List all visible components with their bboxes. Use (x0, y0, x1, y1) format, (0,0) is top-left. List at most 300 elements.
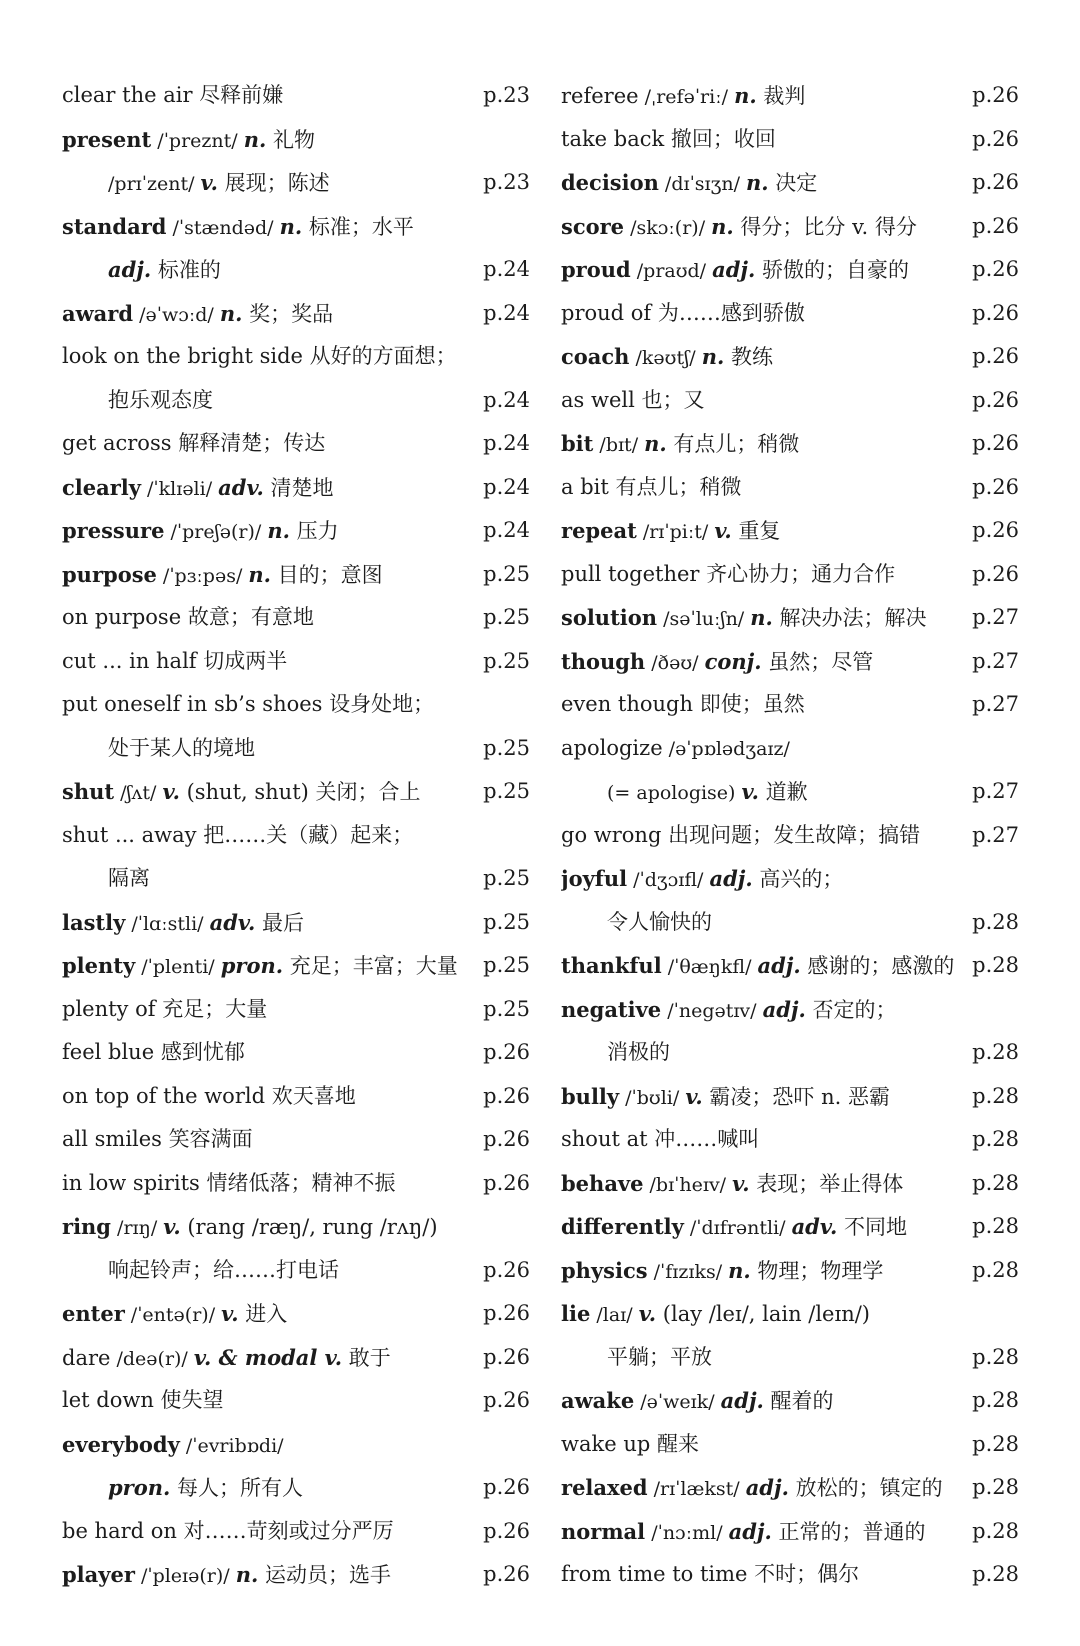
headword: proud (561, 257, 631, 282)
entry-text (62, 1466, 530, 1510)
entry-text (561, 161, 1019, 205)
phonetic: /ˈnɔːml/ (645, 1521, 729, 1544)
phonetic: /ˈdʒɔɪfl/ (627, 869, 710, 891)
vocab-entry-line (62, 379, 530, 423)
definition: 尽释前嫌 (192, 83, 284, 107)
headword: even though (561, 692, 694, 716)
page-reference: p.26 (972, 344, 1019, 368)
entry-text (62, 683, 530, 727)
definition: 放松的；镇定的 (788, 1476, 943, 1500)
page-reference: p.25 (483, 735, 530, 760)
definition: (rang /ræŋ/, rung /rʌŋ/) (180, 1215, 438, 1239)
phonetic: /ˌrefəˈriː/ (638, 86, 735, 108)
entry-text (62, 292, 530, 336)
headword: enter (62, 1301, 125, 1326)
phonetic: /skɔː(r)/ (624, 216, 712, 239)
page-reference: p.26 (483, 1301, 530, 1325)
headword: feel blue (62, 1040, 155, 1064)
vocab-entry-line (62, 988, 530, 1032)
page-reference: p.24 (483, 257, 530, 281)
definition: 消极的 (607, 1040, 670, 1064)
vocab-entry-line (62, 1075, 530, 1119)
definition: 充足；丰富；大量 (283, 954, 458, 978)
headword: take back (561, 126, 665, 151)
phonetic: /ˈdɪfrəntli/ (683, 1217, 792, 1239)
page-reference: p.28 (972, 1127, 1019, 1151)
definition: (shut, shut) 关闭；合上 (179, 780, 421, 804)
page-reference: p.27 (972, 822, 1019, 847)
entry-text (62, 640, 530, 684)
headword: bully (561, 1083, 620, 1109)
entry-text (561, 292, 1019, 336)
vocab-entry-line (561, 74, 1019, 118)
headword: go wrong (561, 822, 662, 847)
vocab-entry-line (561, 857, 1019, 901)
entry-text (62, 1118, 530, 1162)
headword: negative (561, 996, 662, 1022)
entry-text (62, 1249, 530, 1293)
page-reference: p.28 (972, 953, 1019, 977)
definition: 清楚地 (263, 475, 334, 500)
definition: 奖；奖品 (242, 301, 334, 326)
page-reference: p.27 (972, 692, 1019, 716)
page-reference: p.25 (483, 561, 530, 586)
definition: 撤回；收回 (664, 126, 776, 151)
entry-text (561, 74, 1019, 118)
part-of-speech: n. (235, 1562, 259, 1587)
definition: 充足；大量 (155, 996, 268, 1021)
part-of-speech: v. (741, 779, 759, 804)
vocab-entry-line (561, 1162, 1019, 1206)
definition: (lay /leɪ/, lain /leɪn/) (656, 1302, 870, 1326)
headword: on purpose (62, 605, 182, 629)
entry-text (62, 1336, 530, 1380)
vocab-entry-line (561, 814, 1019, 858)
part-of-speech: adv. (209, 909, 256, 935)
vocab-entry-line (62, 683, 530, 727)
page-reference: p.25 (483, 779, 530, 803)
entry-text (62, 1162, 530, 1206)
page-reference: p.27 (972, 605, 1019, 629)
phonetic: /səˈluːʃn/ (657, 608, 751, 630)
phonetic: /ˈpreʃə(r)/ (164, 521, 268, 543)
page-reference: p.24 (483, 431, 530, 455)
vocab-entry-line (561, 640, 1019, 684)
page-reference: p.24 (483, 518, 530, 542)
page-reference: p.25 (483, 909, 530, 934)
headword: lie (561, 1301, 591, 1326)
phonetic: /deə(r)/ (110, 1347, 194, 1370)
headword: player (62, 1562, 135, 1587)
headword: coach (561, 344, 630, 369)
page-reference: p.26 (483, 1170, 530, 1195)
definition: 使失望 (153, 1388, 224, 1412)
entry-text (62, 422, 530, 466)
entry-text (561, 1292, 1019, 1336)
page-reference: p.24 (483, 387, 530, 412)
part-of-speech: v. (685, 1083, 703, 1109)
part-of-speech: adj. (712, 257, 756, 282)
headword: all smiles (62, 1127, 162, 1151)
vocab-entry-line (62, 901, 530, 945)
entry-text (62, 814, 530, 858)
vocab-entry-line (62, 770, 530, 814)
page-reference: p.28 (972, 1170, 1019, 1195)
definition: 不时；偶尔 (747, 1562, 860, 1586)
vocab-entry-line (561, 1553, 1019, 1597)
definition: 重复 (731, 519, 781, 543)
definition: 教练 (724, 345, 773, 369)
definition: 骄傲的；自豪的 (755, 258, 910, 282)
vocab-entry-line (62, 1031, 530, 1075)
entry-text (561, 770, 1019, 814)
entry-text (561, 248, 1019, 292)
definition: 礼物 (266, 127, 316, 152)
vocab-entry-line (62, 1336, 530, 1380)
part-of-speech: adj. (720, 1388, 764, 1413)
vocab-entry-line (62, 944, 530, 988)
headword: proud of (561, 300, 652, 325)
entry-text (62, 379, 530, 423)
definition: 笑容满面 (161, 1127, 253, 1151)
phonetic: /praʊd/ (630, 260, 713, 282)
vocab-entry-line (561, 683, 1019, 727)
page-reference: p.25 (483, 648, 530, 673)
definition: 齐心协力；通力合作 (699, 561, 896, 586)
headword: score (561, 213, 625, 239)
definition: 故意；有意地 (181, 605, 314, 629)
entry-text (561, 1205, 1019, 1249)
part-of-speech: adv. (791, 1214, 838, 1239)
headword: relaxed (561, 1475, 648, 1500)
definition: 对……苛刻或过分严厉 (176, 1518, 394, 1543)
part-of-speech: pron. (108, 1475, 171, 1500)
vocab-entry-line (62, 161, 530, 205)
headword: in low spirits (62, 1170, 200, 1195)
phonetic: /ˈbʊli/ (619, 1086, 686, 1109)
page-reference: p.26 (483, 1127, 530, 1151)
vocab-entry-line (62, 509, 530, 553)
vocab-entry-line (561, 379, 1019, 423)
vocab-entry-line (62, 1249, 530, 1293)
headword: be hard on (62, 1518, 177, 1543)
headword: plenty of (62, 996, 156, 1021)
definition: 也；又 (634, 387, 705, 412)
headword: cut ... in half (62, 648, 197, 673)
definition: 每人；所有人 (170, 1476, 304, 1500)
part-of-speech: v. (162, 779, 180, 804)
headword: apologize (561, 735, 663, 760)
entry-text (62, 596, 530, 640)
phonetic: /ˈpleɪə(r)/ (134, 1565, 236, 1587)
entry-text (62, 988, 530, 1032)
page-reference: p.26 (483, 1518, 530, 1543)
page-reference: p.26 (483, 1040, 530, 1064)
vocab-entry-line (561, 770, 1019, 814)
page-reference: p.26 (483, 1388, 530, 1412)
definition: 不同地 (837, 1215, 907, 1239)
part-of-speech: adj. (728, 1518, 772, 1544)
page-reference: p.26 (483, 1257, 530, 1282)
headword: standard (62, 213, 167, 239)
entry-text (561, 1031, 1019, 1075)
entry-text (561, 1379, 1019, 1423)
page-reference: p.28 (972, 1518, 1019, 1543)
headword: as well (561, 387, 635, 412)
part-of-speech: n. (644, 431, 667, 456)
page-reference: p.26 (483, 1475, 530, 1499)
page-reference: p.25 (483, 996, 530, 1021)
page-reference: p.28 (972, 1388, 1019, 1412)
definition: 即使；虽然 (693, 692, 805, 716)
page-reference: p.23 (483, 83, 530, 107)
vocab-entry-line (62, 1510, 530, 1554)
part-of-speech: n. (728, 1257, 751, 1283)
headword: thankful (561, 953, 662, 978)
vocab-entry-line (561, 1336, 1019, 1380)
page-reference: p.26 (972, 126, 1019, 151)
vocab-entry-line (62, 1553, 530, 1597)
vocab-entry-line (561, 335, 1019, 379)
definition: 裁判 (756, 84, 806, 108)
vocab-entry-line (561, 1423, 1019, 1467)
vocab-entry-line (561, 1205, 1019, 1249)
entry-text (561, 1075, 1019, 1119)
definition: 有点儿；稍微 (608, 474, 742, 499)
headword: everybody (62, 1431, 180, 1457)
phonetic: /ˈlɑːstli/ (125, 912, 210, 935)
vocab-entry-line (561, 1249, 1019, 1293)
definition: 高兴的； (752, 867, 844, 891)
definition: 切成两半 (196, 648, 288, 673)
part-of-speech: v. (221, 1301, 239, 1326)
vocab-entry-line (62, 205, 530, 249)
headword: referee (561, 84, 639, 108)
vocab-entry-line (561, 727, 1019, 771)
definition: 有点儿；稍微 (666, 432, 800, 456)
definition: 得分；比分 v. 得分 (733, 214, 917, 239)
entry-text (561, 988, 1019, 1032)
entry-text (62, 727, 530, 771)
headword: normal (561, 1518, 646, 1544)
headword: bit (561, 431, 594, 456)
definition: 感谢的；感激的 (800, 954, 955, 978)
phonetic: (= apologise) (607, 782, 742, 804)
vocab-entry-line (561, 988, 1019, 1032)
vocab-entry-line (62, 1118, 530, 1162)
headword: clearly (62, 474, 141, 500)
definition: 从好的方面想； (302, 344, 457, 368)
page-reference: p.26 (483, 1083, 530, 1108)
vocab-entry-line (62, 74, 530, 118)
headword: wake up (561, 1431, 651, 1456)
page-reference: p.26 (972, 300, 1019, 325)
phonetic: /ˈstændəd/ (166, 216, 280, 239)
headword: pressure (62, 518, 165, 543)
definition: 平躺；平放 (607, 1344, 712, 1369)
entry-text (62, 466, 530, 510)
part-of-speech: pron. (220, 953, 284, 978)
vocab-entry-line (561, 901, 1019, 945)
vocab-entry-line (62, 118, 530, 162)
entry-text (561, 1510, 1019, 1554)
part-of-speech: n. (243, 126, 267, 152)
page-reference: p.23 (483, 170, 530, 194)
headword: plenty (62, 953, 136, 978)
headword: a bit (561, 474, 609, 499)
definition: 最后 (255, 910, 304, 935)
definition: 标准的 (151, 258, 221, 282)
phonetic: /rɪˈlækst/ (647, 1478, 746, 1500)
vocab-entry-line (62, 1423, 530, 1467)
headword: awake (561, 1388, 635, 1413)
page-reference: p.28 (972, 1431, 1019, 1456)
page-reference: p.26 (483, 1344, 530, 1369)
page-reference: p.28 (972, 1083, 1019, 1108)
phonetic: /ˈfɪzɪks/ (647, 1260, 729, 1283)
definition: 目的；意图 (270, 562, 383, 587)
headword: purpose (62, 561, 157, 587)
page-reference: p.26 (972, 518, 1019, 542)
entry-text (561, 727, 1019, 771)
entry-text (561, 335, 1019, 379)
entry-text (62, 1553, 530, 1597)
definition: 敢于 (342, 1345, 391, 1370)
page-reference: p.26 (483, 1562, 530, 1586)
definition: 决定 (768, 171, 818, 195)
definition: 抱乐观态度 (108, 387, 213, 412)
page-reference: p.26 (972, 213, 1019, 238)
definition: 把……关（藏）起来； (196, 822, 414, 847)
entry-text (62, 509, 530, 553)
definition: 标准；水平 (302, 214, 414, 239)
vocab-entry-line (561, 118, 1019, 162)
entry-text (62, 1292, 530, 1336)
phonetic: /ˈpreznt/ (151, 129, 244, 152)
definition: 隔离 (108, 866, 150, 890)
phonetic: /ˈθæŋkfl/ (661, 956, 758, 978)
page-reference: p.25 (483, 953, 530, 977)
entry-text (62, 770, 530, 814)
part-of-speech: n. (701, 344, 725, 369)
entry-text (561, 814, 1019, 858)
part-of-speech: v. (163, 1214, 181, 1239)
phonetic: /ˈnegətɪv/ (661, 999, 763, 1022)
entry-text (62, 74, 530, 118)
phonetic: /dɪˈsɪʒn/ (658, 173, 747, 195)
headword: shut ... away (62, 822, 197, 847)
part-of-speech: adv. (218, 474, 264, 500)
vocab-entry-line (561, 292, 1019, 336)
entry-text (561, 596, 1019, 640)
part-of-speech: n. (750, 605, 773, 630)
definition: 正常的；普通的 (771, 1519, 926, 1544)
entry-text (561, 553, 1019, 597)
entry-text (561, 857, 1019, 901)
headword: let down (62, 1388, 154, 1412)
part-of-speech: adj. (757, 953, 801, 978)
headword: shut (62, 779, 115, 804)
definition: 为……感到骄傲 (651, 300, 805, 325)
entry-text (62, 1379, 530, 1423)
headword: differently (561, 1214, 684, 1239)
page-reference: p.28 (972, 1344, 1019, 1369)
definition: 表现；举止得体 (749, 1171, 904, 1196)
definition: 冲……喊叫 (647, 1127, 760, 1151)
vocab-entry-line (561, 1292, 1019, 1336)
entry-text (62, 118, 530, 162)
part-of-speech: v. (638, 1301, 657, 1326)
vocab-entry-line (561, 161, 1019, 205)
vocab-entry-line (561, 553, 1019, 597)
entry-text (561, 1249, 1019, 1293)
definition: 解决办法；解决 (772, 606, 927, 630)
definition: 解释清楚；传达 (171, 431, 326, 455)
page-reference: p.28 (972, 1475, 1019, 1499)
entry-text (561, 118, 1019, 162)
definition: 醒着的 (763, 1389, 834, 1413)
vocab-entry-line (62, 1466, 530, 1510)
definition: 虽然；尽管 (761, 649, 874, 674)
vocab-entry-line (62, 1162, 530, 1206)
entry-text (561, 1118, 1019, 1162)
part-of-speech: conj. (704, 648, 762, 674)
page-reference: p.28 (972, 1040, 1019, 1064)
definition: 运动员；选手 (258, 1563, 392, 1587)
headword: dare (62, 1345, 111, 1370)
entry-text (62, 161, 530, 205)
definition: 物理；物理学 (750, 1258, 884, 1283)
headword: look on the bright side (62, 344, 303, 368)
vocab-entry-line (62, 466, 530, 510)
vocab-entry-line (561, 944, 1019, 988)
phonetic: /rɪˈpiːt/ (636, 521, 715, 543)
page-reference: p.26 (972, 387, 1019, 412)
headword: solution (561, 605, 658, 630)
phonetic: /bɪt/ (593, 434, 645, 456)
vocab-entry-line (561, 1379, 1019, 1423)
vocab-entry-line (62, 1205, 530, 1249)
entry-text (62, 553, 530, 597)
entry-text (62, 1510, 530, 1554)
phonetic: /əˈweɪk/ (634, 1391, 721, 1413)
phonetic: /əˈpɒlədʒaɪz/ (662, 737, 790, 760)
phonetic: /rɪŋ/ (111, 1217, 164, 1239)
headword: though (561, 648, 646, 674)
entry-text (62, 205, 530, 249)
headword: put oneself in sb’s shoes (62, 692, 323, 716)
left-column (62, 74, 530, 1597)
vocab-entry-line (62, 248, 530, 292)
phonetic: /ʃʌt/ (114, 782, 163, 804)
vocab-entry-line (62, 857, 530, 901)
headword: from time to time (561, 1562, 748, 1586)
page-reference: p.27 (972, 779, 1019, 803)
vocab-entry-line (561, 466, 1019, 510)
page-reference: p.26 (972, 561, 1019, 586)
definition: 否定的； (805, 997, 897, 1022)
phonetic: /ˈklɪəli/ (140, 477, 219, 500)
definition: 令人愉快的 (607, 909, 712, 934)
vocab-entry-line (561, 1118, 1019, 1162)
part-of-speech: n. (734, 83, 757, 108)
vocab-entry-line (62, 553, 530, 597)
headword: shout at (561, 1127, 648, 1151)
vocab-entry-line (62, 335, 530, 379)
part-of-speech: n. (279, 213, 303, 239)
definition: 进入 (238, 1302, 288, 1326)
vocab-entry-line (561, 248, 1019, 292)
